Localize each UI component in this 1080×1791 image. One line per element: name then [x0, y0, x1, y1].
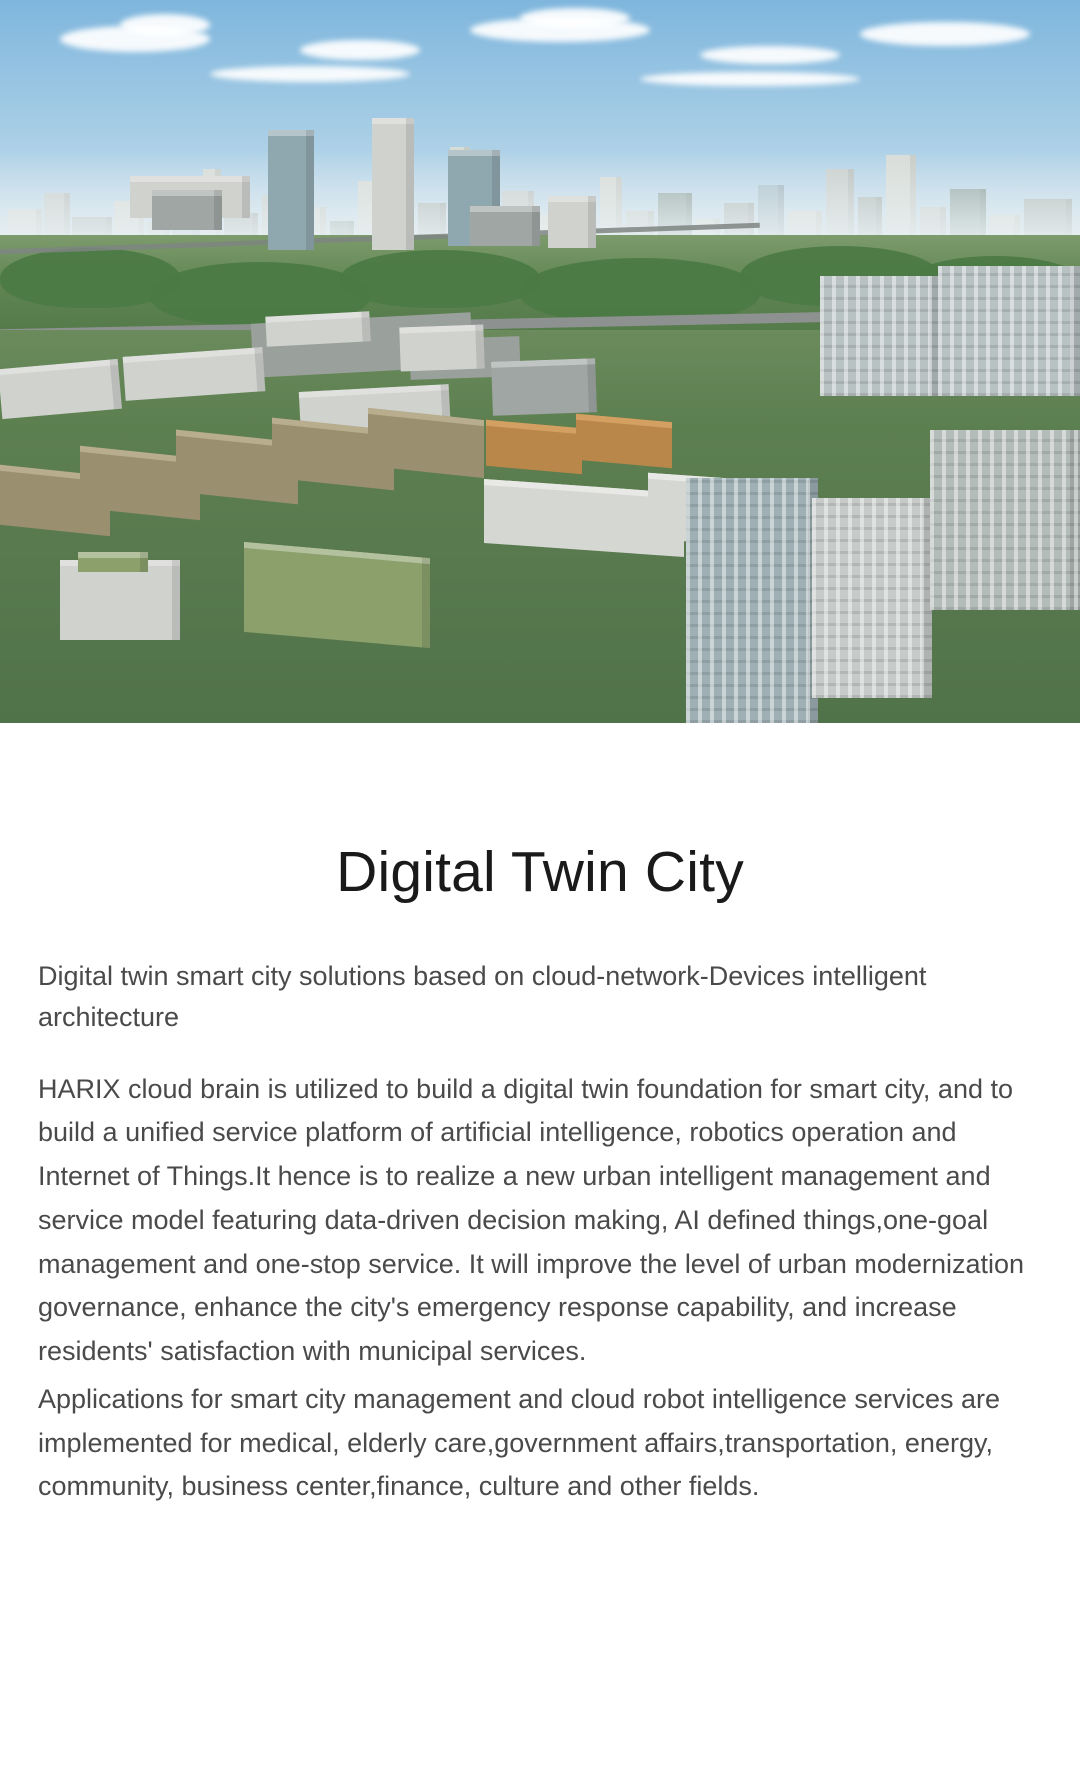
cloud-icon: [640, 72, 860, 86]
high-rise-tower: [812, 498, 932, 698]
high-rise-tower: [938, 266, 1080, 396]
bottom-spacer: [38, 1509, 1042, 1629]
building-block: [372, 118, 414, 250]
warehouse: [486, 420, 582, 474]
cloud-icon: [700, 46, 840, 64]
image-bottom-fade: [0, 695, 1080, 723]
cloud-icon: [210, 66, 410, 82]
building-block: [244, 542, 430, 648]
article-subtitle: Digital twin smart city solutions based on cloud-network-Devices intelligent architecture: [38, 960, 927, 1032]
building-block: [491, 358, 597, 416]
high-rise-tower: [686, 478, 818, 723]
article-paragraph: Applications for smart city management and cloud robot intelligence services are implemented for medical, elderly care,government affairs,transportation, energy, community, business center,finance, culture and other fields.: [38, 1383, 1000, 1502]
building-block: [78, 552, 148, 572]
building-block: [399, 325, 484, 372]
building-block: [470, 206, 540, 246]
hero-image: [0, 0, 1080, 723]
cloud-icon: [300, 40, 420, 60]
tree-cluster: [340, 250, 540, 308]
warehouse: [576, 414, 672, 468]
high-rise-tower: [930, 430, 1080, 610]
high-rise-tower: [820, 276, 940, 396]
building-block: [152, 190, 222, 230]
building-block: [265, 311, 370, 346]
building-block: [268, 130, 314, 250]
building-block: [0, 359, 122, 419]
building-block: [60, 560, 180, 640]
warehouse: [368, 408, 484, 478]
building-block: [548, 196, 596, 248]
page-title: Digital Twin City: [336, 840, 744, 904]
cloud-icon: [520, 8, 630, 28]
cloud-icon: [120, 14, 210, 36]
cloud-icon: [860, 22, 1030, 46]
article-content: [0, 841, 1080, 1629]
article-paragraph: HARIX cloud brain is utilized to build a digital twin foundation for smart city, and to build a unified service platform of artificial intelligence, robotics operation and Internet of Things.It hence is to realize a new urban intelligent management and service model featuring data-driven decision making, AI defined things,one-goal management and one-stop service. It will improve the level of urban modernization governance, enhance the city's emergency response capability, and increase residents' satisfaction with municipal services.: [38, 1073, 1025, 1367]
